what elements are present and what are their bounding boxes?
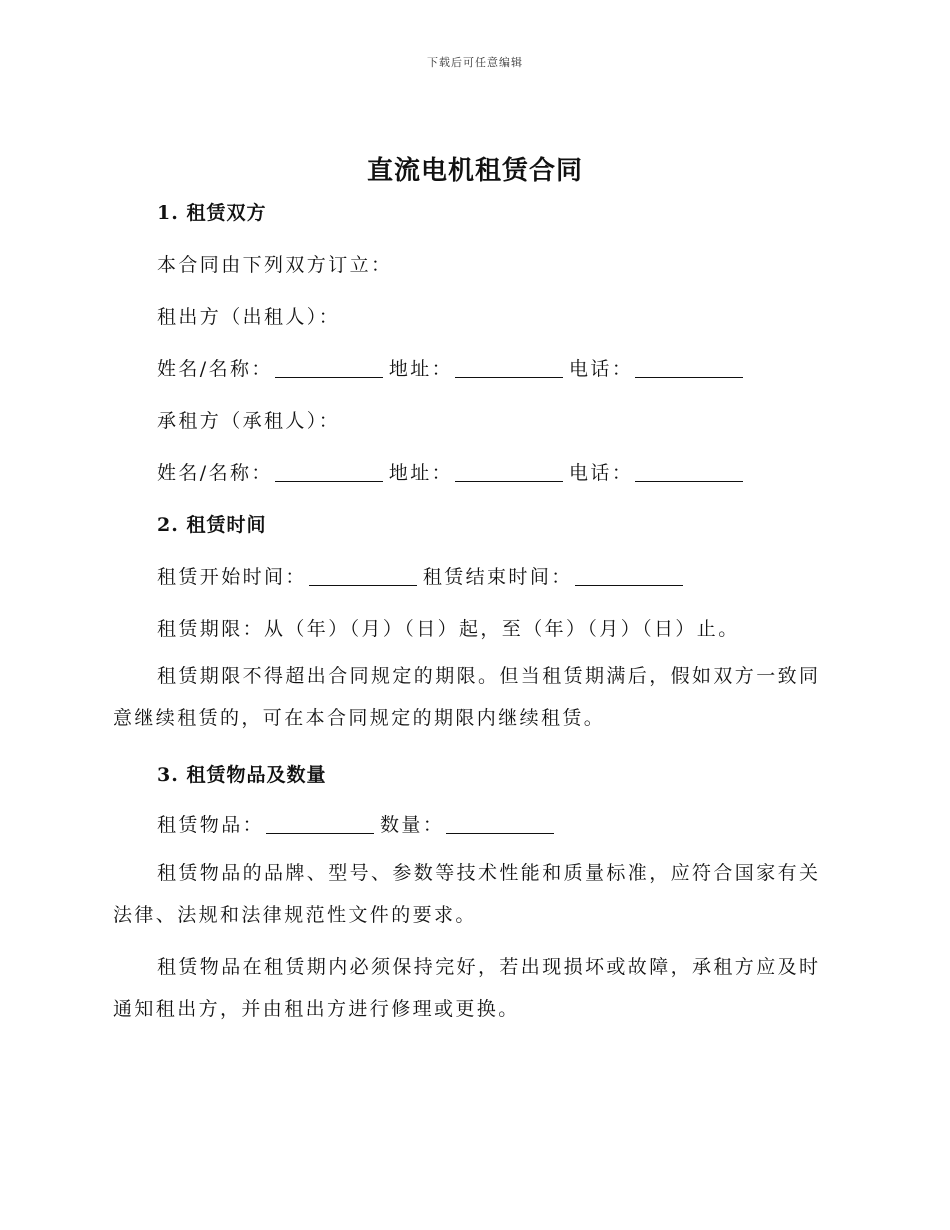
lessor-phone-label: 电话：: [569, 358, 634, 380]
start-time-label: 租赁开始时间：: [157, 566, 307, 588]
item-qty-row: [157, 810, 560, 837]
lessee-name-field[interactable]: [275, 461, 383, 482]
lessee-address-label: 地址：: [388, 462, 454, 484]
item-maintenance-paragraph: 租赁物品在租赁期内必须保持完好，若出现损坏或故障，承租方应及时通知租出方，并由租出方进行修理或更换。: [113, 956, 821, 1020]
lease-period-paragraph: 租赁期限不得超出合同规定的期限。但当租赁期满后，假如双方一致同意继续租赁的，可在本合同规定的期限内继续租赁。: [113, 665, 821, 729]
lessee-phone-label: 电话：: [569, 462, 634, 484]
document-title: 直流电机租赁合同: [366, 156, 583, 186]
section1-intro: 本合同由下列双方订立：: [157, 254, 393, 276]
section1-heading: 1. 租赁双方: [157, 202, 267, 224]
lessor-name-label: 姓名/名称：: [157, 358, 273, 380]
lessor-address-label: 地址：: [388, 358, 454, 380]
section3-heading: 3. 租赁物品及数量: [157, 764, 327, 786]
lessor-phone-field[interactable]: [635, 357, 743, 378]
item-field[interactable]: [266, 813, 374, 834]
lessee-name-label: 姓名/名称：: [157, 462, 273, 484]
lessor-label: 租出方（出租人）：: [157, 306, 341, 328]
lessee-label: 承租方（承租人）：: [157, 410, 341, 432]
end-time-field[interactable]: [575, 565, 683, 586]
lessor-name-field[interactable]: [275, 357, 383, 378]
start-time-field[interactable]: [309, 565, 417, 586]
item-label: 租赁物品：: [157, 814, 265, 836]
lessor-info-row: [157, 354, 749, 381]
lessee-info-row: [157, 458, 749, 485]
lease-period-line: 租赁期限：从（年）（月）（日）起，至（年）（月）（日）止。: [157, 618, 740, 640]
qty-field[interactable]: [446, 813, 554, 834]
lease-time-row: [157, 562, 689, 589]
lessor-address-field[interactable]: [455, 357, 563, 378]
end-time-label: 租赁结束时间：: [422, 566, 573, 588]
header-note: 下载后可任意编辑: [427, 56, 523, 69]
lessee-address-field[interactable]: [455, 461, 563, 482]
item-standard-paragraph: 租赁物品的品牌、型号、参数等技术性能和质量标准，应符合国家有关法律、法规和法律规范性文件的要求。: [113, 862, 821, 926]
section2-heading: 2. 租赁时间: [157, 514, 267, 536]
qty-label: 数量：: [380, 814, 445, 836]
lessee-phone-field[interactable]: [635, 461, 743, 482]
